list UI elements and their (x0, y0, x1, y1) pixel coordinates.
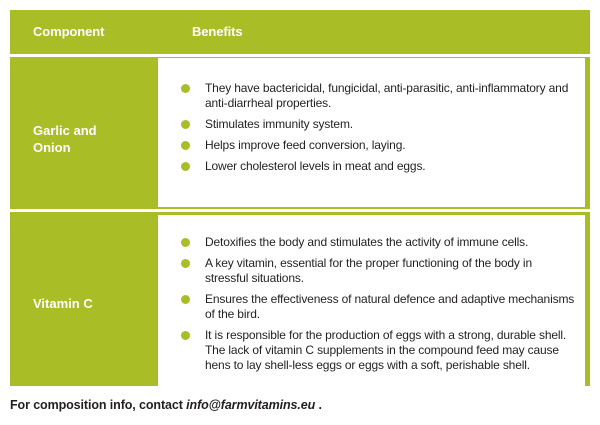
bullet-dot-icon (181, 295, 190, 304)
benefits-cell-vitamin-c (158, 215, 585, 394)
benefit-text: Ensures the effectiveness of natural defence and adaptive mechanisms of the bird. (205, 292, 575, 321)
benefit-item (158, 292, 585, 322)
benefit-item (158, 235, 585, 250)
benefit-text: A key vitamin, essential for the proper functioning of the body in stressful situations. (205, 256, 532, 285)
header-benefits: Benefits (192, 24, 243, 39)
benefit-item (158, 328, 585, 373)
row-label-vitamin-c: Vitamin C (33, 296, 93, 311)
benefits-list (158, 81, 585, 180)
bullet-dot-icon (181, 162, 190, 171)
table-row-vitamin-c (10, 213, 590, 386)
benefit-item (158, 117, 585, 132)
bullet-dot-icon (181, 259, 190, 268)
table-header (10, 10, 590, 54)
row-label-line: Onion (33, 140, 71, 155)
bullet-dot-icon (181, 331, 190, 340)
bullet-dot-icon (181, 141, 190, 150)
header-component: Component (33, 24, 105, 39)
row-divider (10, 209, 590, 212)
footer-suffix: . (315, 398, 322, 412)
benefit-text: It is responsible for the production of eggs with a strong, durable shell. The lack of vitamin C supplements in the compound feed may cause hens to lay shell-less eggs or eggs with a soft, perishable shell. (205, 328, 567, 372)
benefit-text: They have bactericidal, fungicidal, anti-parasitic, anti-inflammatory and anti-diarrheal properties. (205, 81, 569, 110)
header-divider (10, 54, 590, 57)
benefit-item (158, 159, 585, 174)
row-label-garlic-onion (33, 122, 153, 156)
benefits-list (158, 235, 585, 379)
table-row-garlic-onion (10, 58, 590, 213)
footer-prefix: For composition info, contact (10, 398, 187, 412)
benefit-item (158, 81, 585, 111)
benefit-item (158, 138, 585, 153)
benefits-table (10, 10, 590, 386)
bullet-dot-icon (181, 84, 190, 93)
benefits-cell-garlic-onion (158, 58, 585, 207)
row-label-line: Garlic and (33, 123, 97, 138)
benefit-item (158, 256, 585, 286)
benefit-text: Stimulates immunity system. (205, 117, 353, 131)
benefit-text: Detoxifies the body and stimulates the activity of immune cells. (205, 235, 529, 249)
benefit-text: Lower cholesterol levels in meat and eggs. (205, 159, 426, 173)
bullet-dot-icon (181, 120, 190, 129)
contact-email-link[interactable]: info@farmvitamins.eu (186, 398, 316, 412)
bullet-dot-icon (181, 238, 190, 247)
contact-footer (10, 398, 322, 412)
benefit-text: Helps improve feed conversion, laying. (205, 138, 406, 152)
